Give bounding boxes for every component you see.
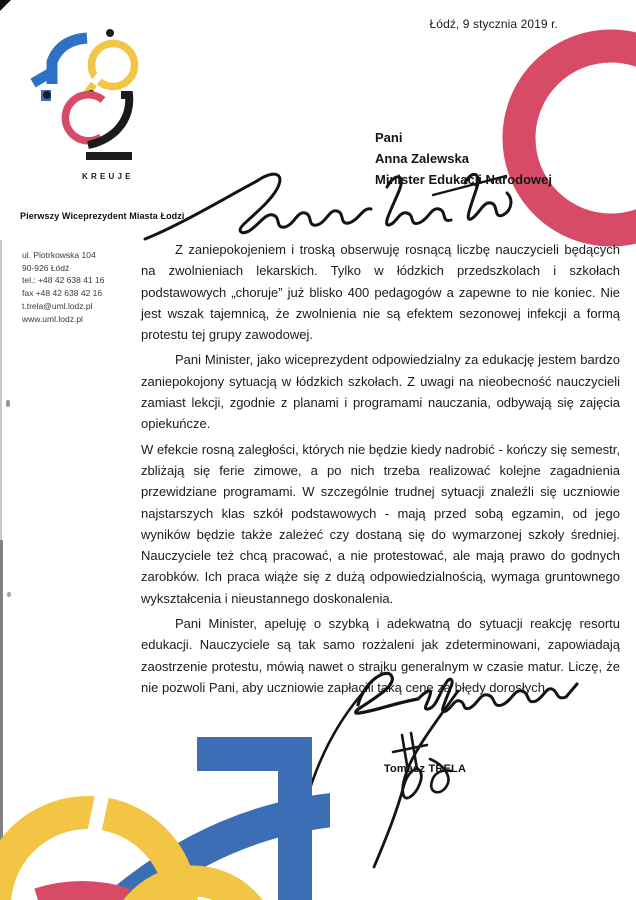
sender-fax: fax +48 42 638 42 16 — [22, 288, 103, 299]
scan-speck — [7, 592, 11, 597]
scan-left-edge-faint — [0, 240, 2, 540]
sender-title: Pierwszy Wiceprezydent Miasta Łodzi — [20, 211, 185, 221]
paragraph: Z zaniepokojeniem i troską obserwuję rosnącą liczbę nauczycieli będących na zwolnieniach lekarskich. Tylko w łódzkich przedszkolach i szkołach podstawowych „choruje” już blisko 400 pedagogów a zapewne to nie koniec. Nie jest wszak tajemnicą, że zwolnienia nie są efektem sezonowej infekcji a formą protestu tej grupy zawodowej. — [141, 242, 620, 343]
signer-name: Tomasz TRELA — [383, 763, 467, 775]
recipient-line: Pani — [375, 130, 403, 145]
date-line: Łódź, 9 stycznia 2019 r. — [429, 17, 558, 31]
scan-speck — [6, 400, 10, 407]
handwritten-salutation — [135, 163, 515, 248]
scan-corner-artifact — [0, 0, 11, 11]
sender-phone: tel.: +48 42 638 41 16 — [22, 275, 105, 286]
sender-website: www.uml.lodz.pl — [22, 313, 83, 324]
letter-body — [141, 239, 620, 702]
paragraph: W efekcie rosną zaległości, których nie będzie kiedy nadrobić - kończy się semestr, zbliżają się ferie zimowe, a po nich trzeba realizować kolejne zagadnienia przewidziane programami. W szczególnie trudnej sytuacji znaleźli się uczniowie najstarszych klas szkół podstawowych - mają przed sobą egzamin, od jego wyników będzie także zależeć czy dostaną się do wymarzonej szkoły średniej. Nauczyciele też chcą pracować, a nie protestować, ale mają prawo do godnych zarobków. Ich praca wiąże się z dużą odpowiedzialnością, wymaga gruntownego wykształcenia i nieustannego doskonalenia. — [141, 441, 620, 606]
recipient-line: Minister Edukacji Narodowej — [375, 172, 552, 187]
paragraph: Pani Minister, jako wiceprezydent odpowiedzialny za edukację jestem bardzo zaniepokojony sytuacją w łódzkich szkołach. Z uwagi na nieobecność nauczycieli zamiast lekcji, zgodnie z planami i programami nauczania, odbywają się zajęcia opiekuńcze. — [141, 352, 620, 432]
sender-city: 90-926 Łódź — [22, 262, 70, 273]
sender-email: t.trela@uml.lodz.pl — [22, 300, 93, 311]
bottom-left-brand-decoration — [0, 718, 330, 900]
logo-wordmark: KREUJE — [82, 172, 134, 181]
paragraph: Pani Minister, apeluję o szybką i adekwatną do sytuacji reakcję resortu edukacji. Nauczyciele są tak samo rozżaleni jak zdeterminowani, zapowiadają zaostrzenie protestu, mówią nawet o strajku generalnym w czasie matur. Liczę, że nie pozwoli Pani, aby uczniowie zapłacili taką cenę za błędy dorosłych. — [141, 616, 620, 695]
sender-street: ul. Piotrkowska 104 — [22, 250, 96, 260]
recipient-line: Anna Zalewska — [375, 151, 469, 166]
